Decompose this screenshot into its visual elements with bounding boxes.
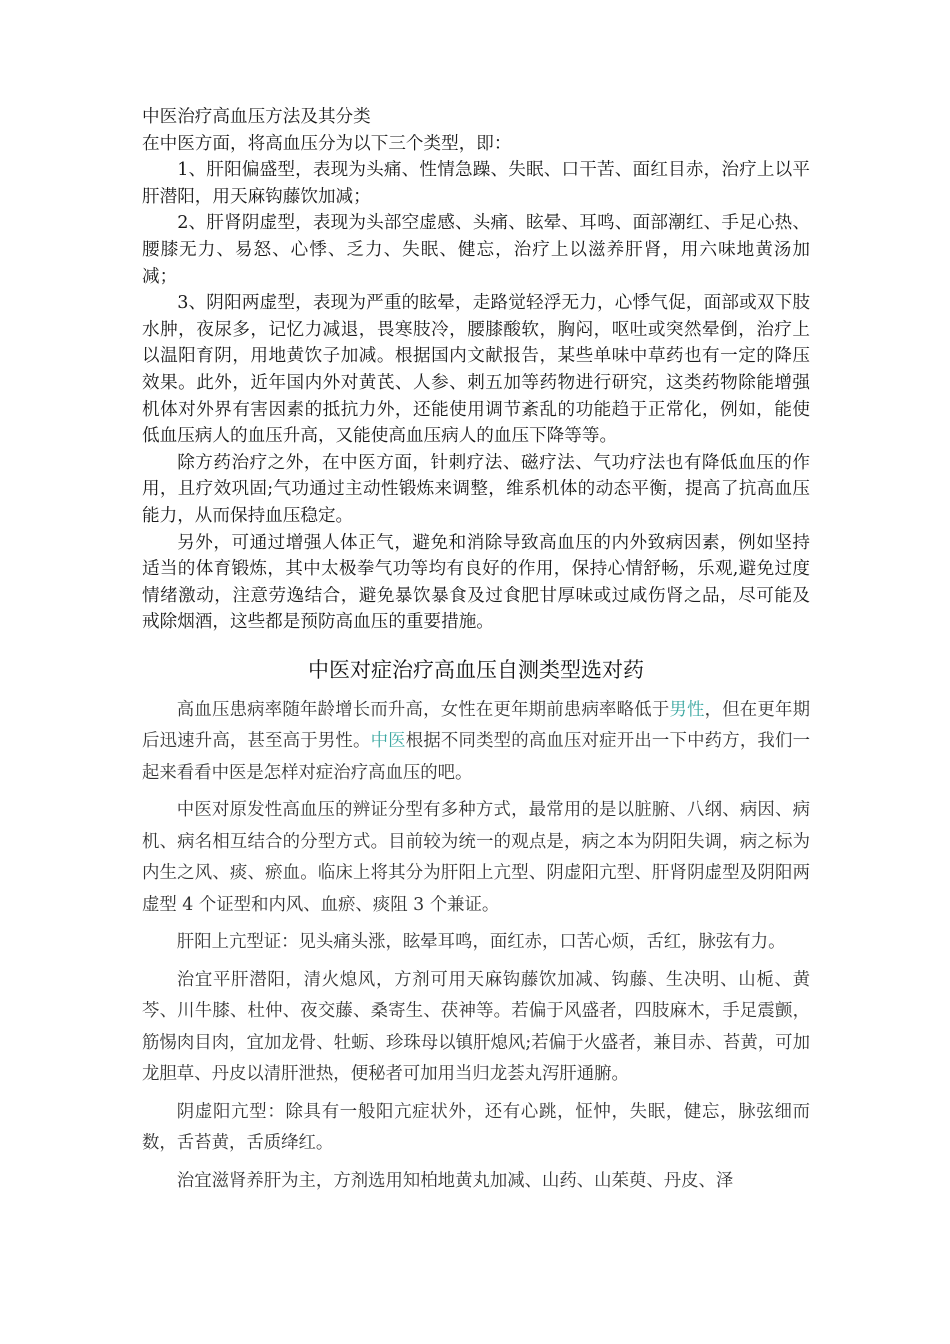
other-therapies-paragraph: 除方药治疗之外，在中医方面，针刺疗法、磁疗法、气功疗法也有降低血压的作用，且疗效巩固;气功通过主动性锻炼来调整，维系机体的动态平衡，提高了抗高血压能力，从而保持血压稳定。 (142, 452, 810, 526)
section-symptom-treatment (142, 695, 810, 1198)
type-2-paragraph: 2、肝肾阴虚型，表现为头部空虚感、头痛、眩晕、耳鸣、面部潮红、手足心热、腰膝无力、易怒、心悸、乏力、失眠、健忘，治疗上以滋养肝肾，用六味地黄汤加减； (142, 213, 810, 287)
intro-line: 在中医方面，将高血压分为以下三个类型，即： (142, 133, 512, 154)
type-3-paragraph: 3、阴阳两虚型，表现为严重的眩晕，走路觉轻浮无力，心悸气促，面部或双下肢水肿，夜尿多，记忆力减退，畏寒肢冷，腰膝酸软，胸闷，呕吐或突然晕倒，治疗上以温阳育阴，用地黄饮子加减。根据国内文献报告，某些单味中草药也有一定的降压效果。此外，近年国内外对黄芪、人参、刺五加等药物进行研究，这类药物除能增强机体对外界有害因素的抵抗力外，还能使用调节紊乱的功能趋于正常化，例如，能使低血压病人的血压升高，又能使高血压病人的血压下降等等。 (142, 293, 810, 447)
intro-paragraph (142, 695, 810, 790)
liver-yang-treatment-paragraph: 治宜平肝潜阳，清火熄风，方剂可用天麻钩藤饮加减、钩藤、生决明、山栀、黄芩、川牛膝、杜仲、夜交藤、桑寄生、茯神等。若偏于风盛者，四肢麻木，手足震颤，筋惕肉目肉，宜加龙骨、牡蛎、珍珠母以镇肝熄风;若偏于火盛者，兼目赤、苔黄，可加龙胆草、丹皮以清肝泄热，便秘者可加用当归龙荟丸泻肝通腑。 (142, 969, 810, 1085)
intro-text-b: ，但在更年期后迅速升高，甚至高于男性。 (142, 699, 810, 752)
liver-yang-symptoms-paragraph: 肝阳上亢型证：见头痛头涨，眩晕耳鸣，面红赤，口苦心烦，舌红，脉弦有力。 (176, 932, 786, 953)
yin-deficiency-treatment-paragraph: 治宜滋肾养肝为主，方剂选用知柏地黄丸加减、山药、山茱萸、丹皮、泽 (176, 1170, 734, 1191)
yin-deficiency-symptoms-paragraph: 阴虚阳亢型：除具有一般阳亢症状外，还有心跳，怔忡，失眠，健忘，脉弦细而数，舌苔黄，舌质绛红。 (142, 1101, 810, 1154)
link-male[interactable]: 男性 (669, 699, 705, 720)
link-tcm[interactable]: 中医 (370, 731, 406, 752)
section-classification (142, 104, 810, 636)
prevention-paragraph: 另外，可通过增强人体正气，避免和消除导致高血压的内外致病因素，例如坚持适当的体育锻炼，其中太极拳气功等均有良好的作用，保持心情舒畅，乐观,避免过度情绪激动，注意劳逸结合，避免暴饮暴食及过食肥甘厚味或过咸伤肾之品，尽可能及戒除烟酒，这些都是预防高血压的重要措施。 (142, 532, 810, 633)
intro-text-a: 高血压患病率随年龄增长而升高，女性在更年期前患病率略低于 (176, 699, 670, 720)
article-heading: 中医对症治疗高血压自测类型选对药 (308, 657, 644, 682)
document-page (142, 104, 810, 1203)
intro-text-c: 根据不同类型的高血压对症开出一下中药方，我们一起来看看中医是怎样对症治疗高血压的吧。 (142, 731, 810, 783)
section-title: 中医治疗高血压方法及其分类 (142, 107, 371, 127)
classification-paragraph: 中医对原发性高血压的辨证分型有多种方式，最常用的是以脏腑、八纲、病因、病机、病名相互结合的分型方式。目前较为统一的观点是，病之本为阴阳失调，病之标为内生之风、痰、瘀血。临床上将其分为肝阳上亢型、阴虚阳亢型、肝肾阴虚型及阴阳两虚型 4 个证型和内风、血瘀、痰阻 3 个兼证。 (142, 800, 810, 915)
type-1-paragraph: 1、肝阳偏盛型，表现为头痛、性情急躁、失眠、口干苦、面红目赤，治疗上以平肝潜阳，用天麻钩藤饮加减； (142, 160, 810, 207)
